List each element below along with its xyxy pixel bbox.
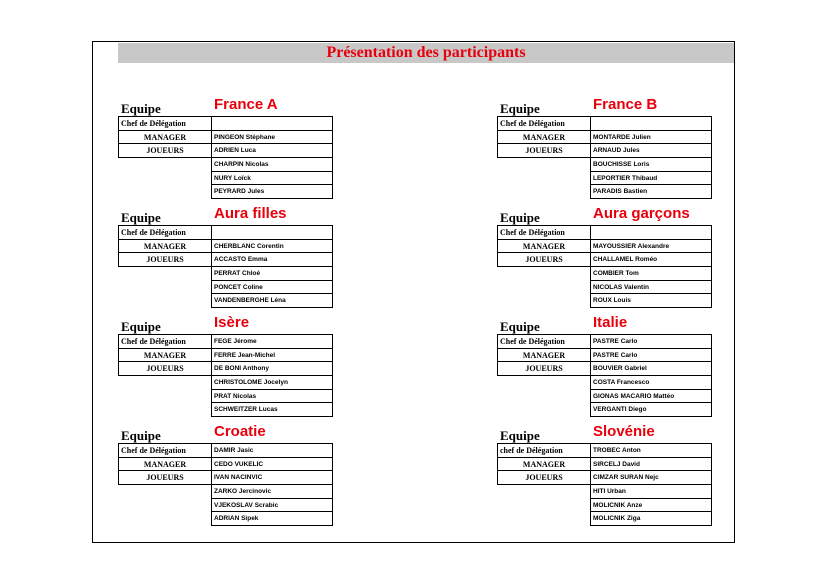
manager-name: MONTARDE Julien	[591, 130, 712, 144]
manager-label: MANAGER	[498, 457, 591, 471]
chef-row	[498, 226, 712, 240]
equipe-label: Equipe	[121, 428, 161, 443]
manager-name: PASTRE Carlo	[591, 348, 712, 362]
joueurs-row	[498, 253, 712, 267]
team-name: Croatie	[214, 423, 266, 440]
chef-label: Chef de Délégation	[119, 226, 212, 240]
empty-cell	[119, 158, 212, 172]
empty-cell	[498, 389, 591, 403]
player-name: PRAT Nicolas	[212, 389, 333, 403]
team-roster	[497, 225, 712, 308]
manager-name: PINGEON Stéphane	[212, 130, 333, 144]
player-name: ACCASTO Emma	[212, 253, 333, 267]
manager-row	[498, 130, 712, 144]
team-name: Italie	[593, 314, 628, 331]
manager-name: CEDO VUKELIC	[212, 457, 333, 471]
team-header	[497, 207, 712, 225]
player-name: VJEKOSLAV Scrabic	[212, 498, 333, 512]
team-header	[118, 425, 333, 443]
team-name: Isère	[214, 314, 250, 331]
team-header	[118, 316, 333, 334]
player-row	[498, 498, 712, 512]
player-row	[119, 389, 333, 403]
manager-row	[119, 348, 333, 362]
equipe-label: Equipe	[500, 101, 540, 116]
equipe-label: Equipe	[500, 210, 540, 225]
team-block	[118, 316, 333, 417]
empty-cell	[119, 403, 212, 417]
empty-cell	[498, 158, 591, 172]
player-name: VERGANTI Diego	[591, 403, 712, 417]
manager-name: FERRE Jean-Michel	[212, 348, 333, 362]
player-name: IVAN NACINVIC	[212, 471, 333, 485]
team-roster	[118, 225, 333, 308]
page-title: Présentation des participants	[326, 44, 526, 61]
joueurs-label: JOUEURS	[498, 471, 591, 485]
team-block	[497, 425, 712, 526]
empty-cell	[498, 267, 591, 281]
player-name: CHALLAMEL Roméo	[591, 253, 712, 267]
player-row	[498, 512, 712, 526]
empty-cell	[119, 280, 212, 294]
empty-cell	[119, 498, 212, 512]
manager-label: MANAGER	[498, 239, 591, 253]
empty-cell	[119, 294, 212, 308]
chef-label: Chef de Délégation	[119, 335, 212, 349]
chef-row	[119, 444, 333, 458]
player-row	[498, 185, 712, 199]
player-name: SCHWEITZER Lucas	[212, 403, 333, 417]
team-block	[497, 207, 712, 308]
team-block	[497, 98, 712, 199]
chef-row	[119, 117, 333, 131]
chef-name: DAMIR Jasic	[212, 444, 333, 458]
empty-cell	[498, 485, 591, 499]
empty-cell	[119, 485, 212, 499]
manager-row	[498, 348, 712, 362]
team-roster	[118, 443, 333, 526]
team-header	[118, 98, 333, 116]
player-name: HITI Urban	[591, 485, 712, 499]
player-name: LEPORTIER Thibaud	[591, 171, 712, 185]
chef-row	[498, 117, 712, 131]
joueurs-row	[498, 144, 712, 158]
team-roster	[497, 334, 712, 417]
player-row	[119, 171, 333, 185]
joueurs-label: JOUEURS	[119, 362, 212, 376]
equipe-label: Equipe	[121, 319, 161, 334]
manager-label: MANAGER	[119, 348, 212, 362]
manager-row	[119, 130, 333, 144]
chef-name: PASTRE Carlo	[591, 335, 712, 349]
player-name: ROUX Louis	[591, 294, 712, 308]
player-name: BOUCHISSE Loris	[591, 158, 712, 172]
player-row	[498, 294, 712, 308]
empty-cell	[119, 185, 212, 199]
empty-cell	[498, 512, 591, 526]
team-header	[497, 98, 712, 116]
joueurs-row	[498, 471, 712, 485]
team-roster	[118, 116, 333, 199]
chef-name	[212, 226, 333, 240]
chef-row	[119, 226, 333, 240]
chef-label: Chef de Délégation	[119, 117, 212, 131]
empty-cell	[498, 403, 591, 417]
player-row	[498, 389, 712, 403]
player-row	[119, 403, 333, 417]
joueurs-row	[498, 362, 712, 376]
joueurs-row	[119, 471, 333, 485]
chef-label: Chef de Délégation	[498, 335, 591, 349]
chef-row	[119, 335, 333, 349]
player-name: MOLICNIK Ziga	[591, 512, 712, 526]
team-name: France B	[593, 96, 658, 113]
chef-row	[498, 444, 712, 458]
chef-label: Chef de Délégation	[119, 444, 212, 458]
empty-cell	[498, 294, 591, 308]
chef-row	[498, 335, 712, 349]
manager-name: MAYOUSSIER Alexandre	[591, 239, 712, 253]
manager-name: CHERBLANC Corentin	[212, 239, 333, 253]
player-row	[498, 376, 712, 390]
chef-label: Chef de Délégation	[498, 117, 591, 131]
equipe-label: Equipe	[500, 428, 540, 443]
player-row	[498, 158, 712, 172]
player-name: MOLICNIK Anze	[591, 498, 712, 512]
joueurs-row	[119, 253, 333, 267]
player-row	[119, 267, 333, 281]
chef-name	[591, 117, 712, 131]
empty-cell	[498, 171, 591, 185]
player-row	[498, 485, 712, 499]
joueurs-label: JOUEURS	[119, 471, 212, 485]
manager-row	[498, 239, 712, 253]
manager-label: MANAGER	[498, 348, 591, 362]
manager-row	[119, 239, 333, 253]
empty-cell	[119, 512, 212, 526]
player-row	[498, 403, 712, 417]
team-block	[118, 425, 333, 526]
empty-cell	[119, 389, 212, 403]
team-roster	[497, 116, 712, 199]
empty-cell	[498, 185, 591, 199]
team-name: Aura filles	[214, 205, 287, 222]
player-row	[119, 294, 333, 308]
player-name: CHRISTOLOME Jocelyn	[212, 376, 333, 390]
joueurs-label: JOUEURS	[498, 362, 591, 376]
manager-label: MANAGER	[119, 239, 212, 253]
joueurs-label: JOUEURS	[498, 253, 591, 267]
player-name: CHARPIN Nicolas	[212, 158, 333, 172]
joueurs-label: JOUEURS	[119, 144, 212, 158]
player-name: DE BONI Anthony	[212, 362, 333, 376]
player-row	[119, 185, 333, 199]
manager-name: SIRCELJ David	[591, 457, 712, 471]
player-name: COSTA Francesco	[591, 376, 712, 390]
player-name: PEYRARD Jules	[212, 185, 333, 199]
player-name: GIONAS MACARIO Mattéo	[591, 389, 712, 403]
player-name: NURY Loïck	[212, 171, 333, 185]
empty-cell	[119, 267, 212, 281]
chef-label: chef de Délégation	[498, 444, 591, 458]
player-name: VANDENBERGHE Léna	[212, 294, 333, 308]
player-row	[119, 376, 333, 390]
manager-row	[119, 457, 333, 471]
equipe-label: Equipe	[121, 210, 161, 225]
player-row	[498, 171, 712, 185]
player-name: CIMZAR SURAN Nejc	[591, 471, 712, 485]
joueurs-row	[119, 362, 333, 376]
manager-label: MANAGER	[119, 130, 212, 144]
team-header	[497, 316, 712, 334]
team-name: France A	[214, 96, 278, 113]
team-block	[118, 98, 333, 199]
player-name: PERRAT Chloé	[212, 267, 333, 281]
team-block	[497, 316, 712, 417]
team-roster	[497, 443, 712, 526]
manager-label: MANAGER	[119, 457, 212, 471]
player-row	[498, 280, 712, 294]
player-row	[119, 280, 333, 294]
equipe-label: Equipe	[500, 319, 540, 334]
player-name: ADRIEN Luca	[212, 144, 333, 158]
team-block	[118, 207, 333, 308]
player-name: ADRIAN Sipek	[212, 512, 333, 526]
empty-cell	[498, 376, 591, 390]
team-roster	[118, 334, 333, 417]
chef-name	[591, 226, 712, 240]
player-row	[119, 498, 333, 512]
chef-name: FEGE Jérome	[212, 335, 333, 349]
player-name: PARADIS Bastien	[591, 185, 712, 199]
empty-cell	[498, 498, 591, 512]
empty-cell	[119, 171, 212, 185]
player-row	[119, 512, 333, 526]
player-name: PONCET Coline	[212, 280, 333, 294]
team-name: Slovénie	[593, 423, 655, 440]
joueurs-label: JOUEURS	[498, 144, 591, 158]
player-name: BOUVIER Gabriel	[591, 362, 712, 376]
player-name: COMBIER Tom	[591, 267, 712, 281]
empty-cell	[498, 280, 591, 294]
player-row	[498, 267, 712, 281]
player-row	[119, 158, 333, 172]
team-header	[497, 425, 712, 443]
player-name: ZARKO Jercinovic	[212, 485, 333, 499]
joueurs-row	[119, 144, 333, 158]
chef-name	[212, 117, 333, 131]
player-name: NICOLAS Valentin	[591, 280, 712, 294]
team-name: Aura garçons	[593, 205, 690, 222]
manager-label: MANAGER	[498, 130, 591, 144]
player-name: ARNAUD Jules	[591, 144, 712, 158]
chef-name: TROBEC Anton	[591, 444, 712, 458]
equipe-label: Equipe	[121, 101, 161, 116]
joueurs-label: JOUEURS	[119, 253, 212, 267]
empty-cell	[119, 376, 212, 390]
manager-row	[498, 457, 712, 471]
chef-label: Chef de Délégation	[498, 226, 591, 240]
player-row	[119, 485, 333, 499]
team-header	[118, 207, 333, 225]
